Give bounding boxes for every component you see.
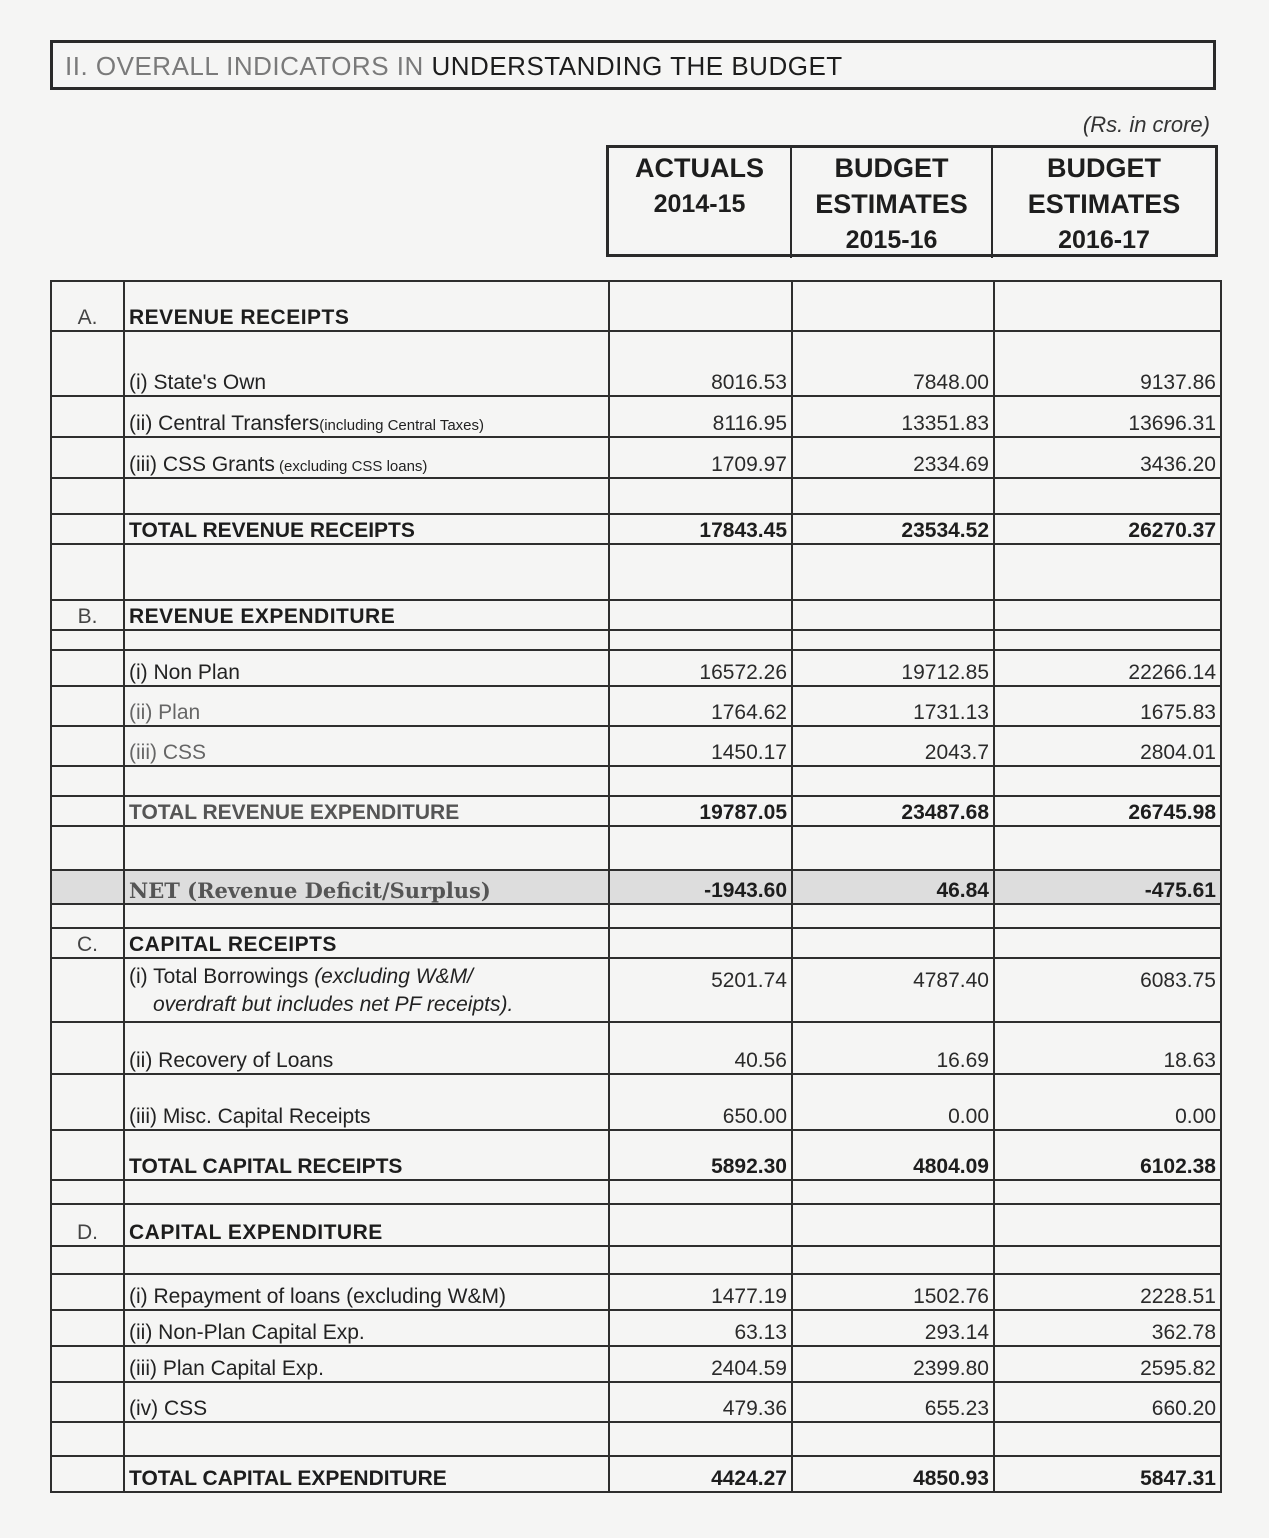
total-be-2015: 23487.68 (792, 796, 994, 826)
column-header (606, 145, 1218, 257)
table-row (51, 1382, 1221, 1422)
table-row (51, 1346, 1221, 1382)
row-label: (iv) CSS (124, 1382, 609, 1422)
section-letter: B. (51, 600, 124, 630)
net-actuals: -1943.60 (609, 870, 792, 904)
total-row (51, 514, 1221, 544)
cell-actuals: 2404.59 (609, 1346, 792, 1382)
total-actuals: 5892.30 (609, 1130, 792, 1180)
cell-actuals: 63.13 (609, 1310, 792, 1346)
total-actuals: 17843.45 (609, 514, 792, 544)
table-row (51, 1022, 1221, 1074)
spacer-row (51, 544, 1221, 600)
budget-table (50, 280, 1222, 1493)
cell-be-2016: 18.63 (994, 1022, 1221, 1074)
cell-be-2016: 2804.01 (994, 726, 1221, 766)
cell-actuals: 650.00 (609, 1074, 792, 1130)
section-letter: C. (51, 928, 124, 958)
section-title: CAPITAL EXPENDITURE (124, 1204, 609, 1246)
units-note: (Rs. in crore) (1082, 112, 1210, 137)
cell-be-2016: 2228.51 (994, 1274, 1221, 1310)
table-row (51, 1074, 1221, 1130)
row-label: (i) State's Own (124, 331, 609, 396)
total-label: TOTAL REVENUE RECEIPTS (124, 514, 609, 544)
table-row (51, 437, 1221, 478)
net-be-2016: -475.61 (994, 870, 1221, 904)
section-title: REVENUE RECEIPTS (124, 281, 609, 331)
column-header-be-2016: BUDGET ESTIMATES 2016-17 (1027, 153, 1181, 254)
row-label: (iii) Plan Capital Exp. (124, 1346, 609, 1382)
spacer-row (51, 826, 1221, 870)
spacer-row (51, 630, 1221, 650)
row-label: (ii) Plan (124, 686, 609, 726)
section-title: CAPITAL RECEIPTS (124, 928, 609, 958)
total-label: TOTAL CAPITAL RECEIPTS (124, 1130, 609, 1180)
spacer-row (51, 1246, 1221, 1274)
cell-be-2016: 13696.31 (994, 396, 1221, 437)
cell-actuals: 1764.62 (609, 686, 792, 726)
row-label: (ii) Central Transfers(including Central Taxes) (124, 396, 609, 437)
table-row (51, 726, 1221, 766)
row-label: (i) Repayment of loans (excluding W&M) (124, 1274, 609, 1310)
total-be-2016: 26270.37 (994, 514, 1221, 544)
cell-be-2015: 2334.69 (792, 437, 994, 478)
table-row (51, 331, 1221, 396)
section-header (51, 1204, 1221, 1246)
table-row (51, 958, 1221, 1022)
cell-actuals: 40.56 (609, 1022, 792, 1074)
total-label: TOTAL CAPITAL EXPENDITURE (124, 1456, 609, 1492)
section-header (51, 928, 1221, 958)
row-label: (ii) Non-Plan Capital Exp. (124, 1310, 609, 1346)
cell-be-2016: 0.00 (994, 1074, 1221, 1130)
table-row (51, 396, 1221, 437)
cell-actuals: 1450.17 (609, 726, 792, 766)
total-row (51, 1130, 1221, 1180)
cell-actuals: 5201.74 (609, 958, 792, 1022)
spacer-row (51, 904, 1221, 928)
row-label: (i) Total Borrowings (excluding W&M/ overdraft but includes net PF receipts). (124, 958, 609, 1022)
total-be-2015: 23534.52 (792, 514, 994, 544)
row-label: (i) Non Plan (124, 650, 609, 686)
cell-actuals: 8116.95 (609, 396, 792, 437)
row-label: (iii) Misc. Capital Receipts (124, 1074, 609, 1130)
cell-actuals: 8016.53 (609, 331, 792, 396)
total-be-2016: 26745.98 (994, 796, 1221, 826)
cell-be-2015: 2399.80 (792, 1346, 994, 1382)
cell-actuals: 1709.97 (609, 437, 792, 478)
cell-be-2015: 4787.40 (792, 958, 994, 1022)
document-title (50, 40, 1216, 90)
cell-be-2016: 22266.14 (994, 650, 1221, 686)
cell-be-2015: 0.00 (792, 1074, 994, 1130)
cell-be-2016: 660.20 (994, 1382, 1221, 1422)
cell-be-2015: 16.69 (792, 1022, 994, 1074)
total-actuals: 19787.05 (609, 796, 792, 826)
spacer-row (51, 1422, 1221, 1456)
total-label: TOTAL REVENUE EXPENDITURE (124, 796, 609, 826)
cell-actuals: 1477.19 (609, 1274, 792, 1310)
cell-be-2015: 655.23 (792, 1382, 994, 1422)
table-row (51, 1274, 1221, 1310)
spacer-row (51, 1180, 1221, 1204)
cell-be-2016: 6083.75 (994, 958, 1221, 1022)
spacer-row (51, 766, 1221, 796)
section-letter: A. (51, 281, 124, 331)
cell-be-2016: 2595.82 (994, 1346, 1221, 1382)
cell-be-2015: 293.14 (792, 1310, 994, 1346)
cell-be-2015: 19712.85 (792, 650, 994, 686)
total-be-2016: 6102.38 (994, 1130, 1221, 1180)
title-suffix: UNDERSTANDING THE BUDGET (431, 51, 843, 81)
row-label: (ii) Recovery of Loans (124, 1022, 609, 1074)
total-row (51, 796, 1221, 826)
cell-be-2015: 13351.83 (792, 396, 994, 437)
section-header (51, 600, 1221, 630)
cell-be-2015: 2043.7 (792, 726, 994, 766)
cell-be-2015: 1731.13 (792, 686, 994, 726)
net-be-2015: 46.84 (792, 870, 994, 904)
total-row (51, 1456, 1221, 1492)
row-label: (iii) CSS (124, 726, 609, 766)
cell-be-2015: 7848.00 (792, 331, 994, 396)
cell-actuals: 479.36 (609, 1382, 792, 1422)
cell-be-2016: 1675.83 (994, 686, 1221, 726)
table-row (51, 1310, 1221, 1346)
net-label: NET (Revenue Deficit/Surplus) (124, 870, 609, 904)
section-letter: D. (51, 1204, 124, 1246)
table-row (51, 686, 1221, 726)
column-header-be-2015: BUDGET ESTIMATES 2015-16 (792, 148, 993, 258)
row-label: (iii) CSS Grants (excluding CSS loans) (124, 437, 609, 478)
cell-be-2016: 3436.20 (994, 437, 1221, 478)
cell-be-2015: 1502.76 (792, 1274, 994, 1310)
title-prefix: II. OVERALL INDICATORS IN (65, 51, 424, 81)
total-be-2015: 4850.93 (792, 1456, 994, 1492)
total-actuals: 4424.27 (609, 1456, 792, 1492)
total-be-2016: 5847.31 (994, 1456, 1221, 1492)
total-be-2015: 4804.09 (792, 1130, 994, 1180)
table-row (51, 650, 1221, 686)
section-header (51, 281, 1221, 331)
cell-actuals: 16572.26 (609, 650, 792, 686)
cell-be-2016: 9137.86 (994, 331, 1221, 396)
net-row (51, 870, 1221, 904)
column-header-actuals: ACTUALS 2014-15 (609, 148, 792, 258)
spacer-row (51, 478, 1221, 514)
cell-be-2016: 362.78 (994, 1310, 1221, 1346)
section-title: REVENUE EXPENDITURE (124, 600, 609, 630)
